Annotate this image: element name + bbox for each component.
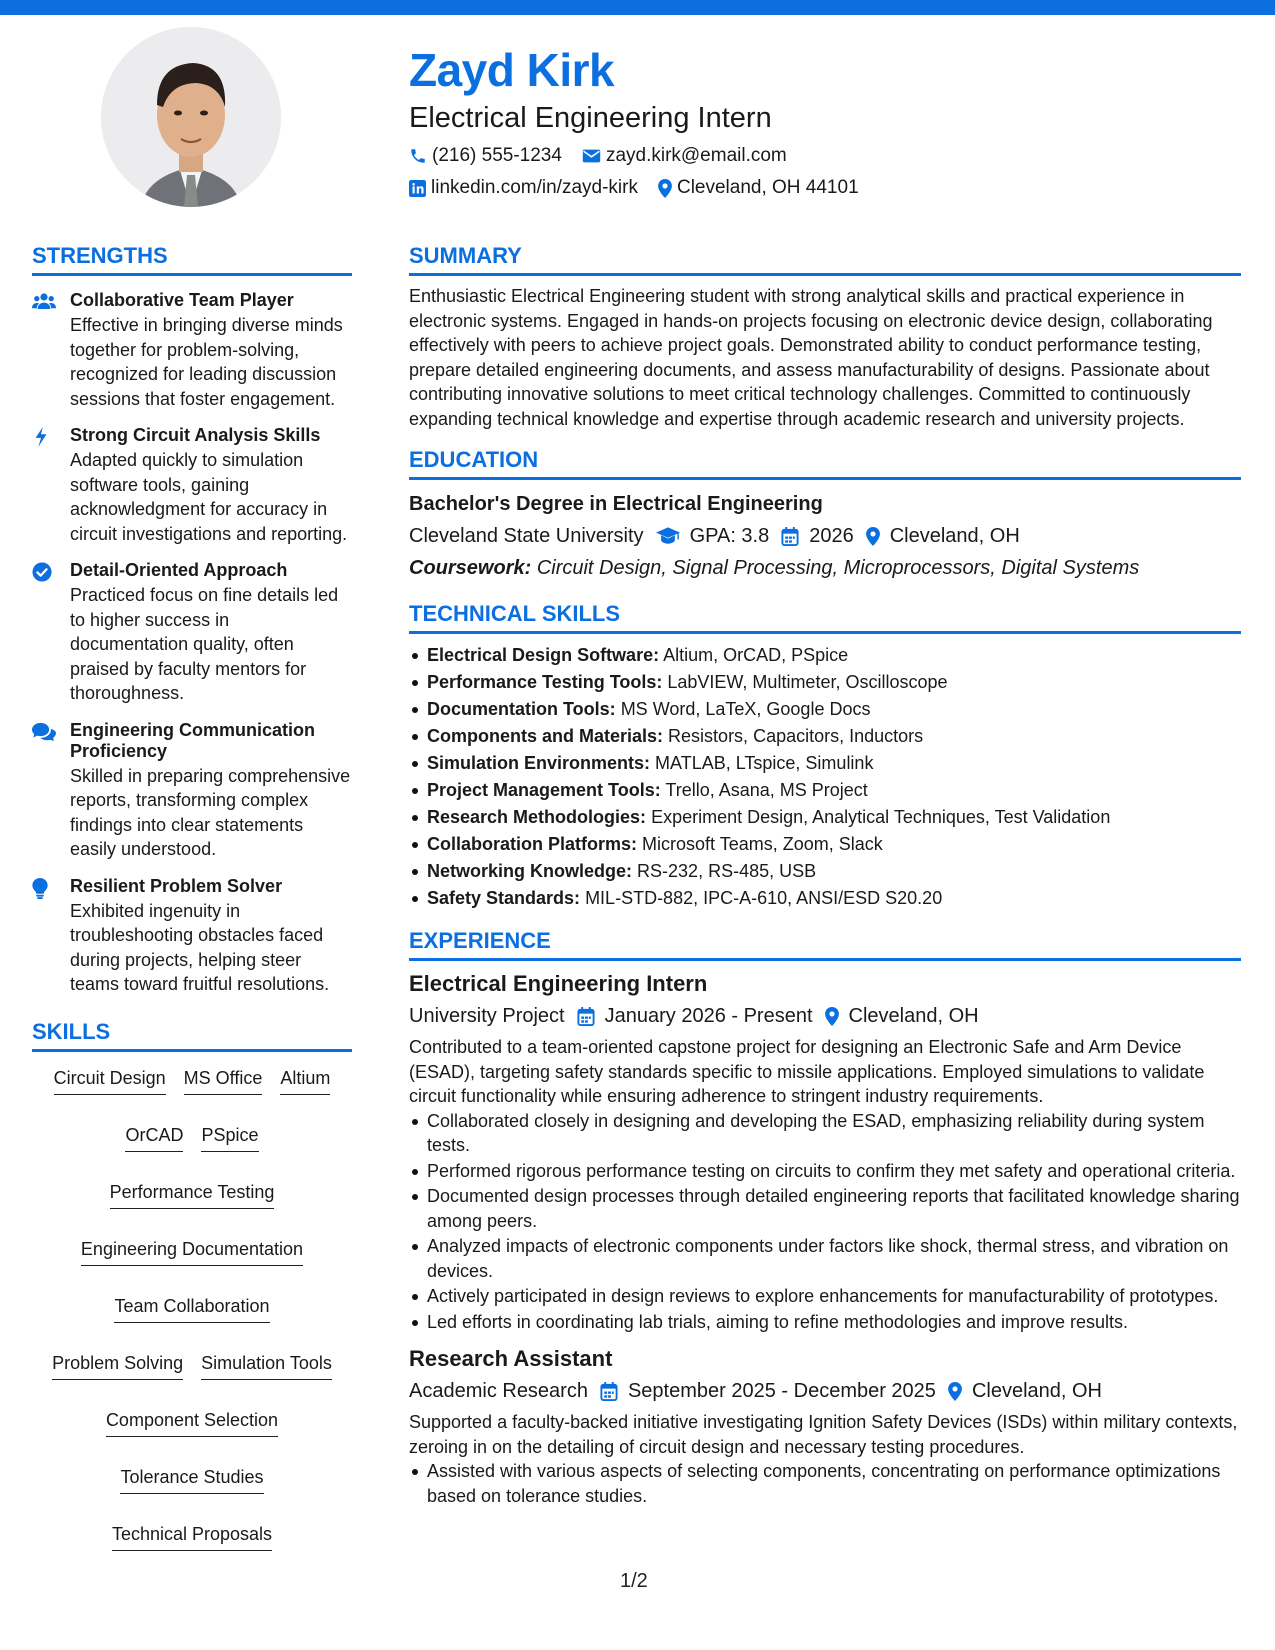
technical-skill-item: Electrical Design Software: Altium, OrCAD, PSpice bbox=[409, 642, 1241, 669]
strength-item bbox=[32, 290, 352, 411]
calendar-icon bbox=[600, 1382, 618, 1401]
strength-item bbox=[32, 560, 352, 706]
job-title: Research Assistant bbox=[409, 1346, 613, 1371]
job-bullet: Led efforts in coordinating lab trials, aiming to refine methodologies and improve results. bbox=[409, 1310, 1241, 1335]
skill-tag: MS Office bbox=[184, 1066, 263, 1095]
skills-heading: SKILLS bbox=[32, 1019, 352, 1052]
coursework-label: Coursework: bbox=[409, 557, 532, 579]
summary-heading: SUMMARY bbox=[409, 243, 1241, 276]
phone-text: (216) 555-1234 bbox=[432, 145, 562, 166]
left-column bbox=[32, 243, 352, 1551]
strength-title: Detail-Oriented Approach bbox=[70, 560, 288, 580]
skill-tag: Tolerance Studies bbox=[120, 1465, 263, 1494]
contact-location bbox=[658, 177, 859, 199]
job-location: Cleveland, OH bbox=[971, 1380, 1102, 1402]
job-meta bbox=[409, 1378, 1241, 1404]
job-description: Supported a faculty-backed initiative investigating Ignition Safety Devices (ISDs) within military contexts, zeroing in on the detailing of circuit design and necessary testing procedures. bbox=[409, 1412, 1238, 1457]
coursework-list: Circuit Design, Signal Processing, Microprocessors, Digital Systems bbox=[536, 557, 1140, 579]
envelope-icon bbox=[582, 148, 601, 164]
calendar-icon bbox=[781, 527, 799, 546]
skill-tag: Performance Testing bbox=[110, 1180, 275, 1209]
page-number: 1/2 bbox=[620, 1570, 648, 1592]
experience-heading: EXPERIENCE bbox=[409, 928, 1241, 961]
users-icon bbox=[32, 292, 56, 310]
technical-skill-item: Research Methodologies: Experiment Design, Analytical Techniques, Test Validation bbox=[409, 804, 1241, 831]
job-org: Academic Research bbox=[409, 1380, 588, 1402]
technical-skill-item: Simulation Environments: MATLAB, LTspice, Simulink bbox=[409, 750, 1241, 777]
map-marker-icon bbox=[948, 1382, 962, 1401]
contact-email[interactable] bbox=[582, 145, 787, 167]
job-entry bbox=[409, 971, 1241, 1334]
job-dates: September 2025 - December 2025 bbox=[627, 1380, 936, 1402]
comments-icon bbox=[32, 722, 56, 741]
strengths-heading: STRENGTHS bbox=[32, 243, 352, 276]
candidate-title: Electrical Engineering Intern bbox=[409, 102, 772, 134]
graduation-cap-icon bbox=[656, 527, 680, 545]
skill-tag: Simulation Tools bbox=[201, 1351, 332, 1380]
map-marker-icon bbox=[658, 179, 672, 198]
lightbulb-icon bbox=[32, 878, 48, 899]
phone-icon bbox=[409, 147, 427, 165]
contact-row-1 bbox=[409, 144, 1229, 168]
map-marker-icon bbox=[866, 527, 880, 546]
strength-item bbox=[32, 425, 352, 546]
linkedin-icon bbox=[409, 180, 426, 197]
location-text: Cleveland, OH 44101 bbox=[676, 177, 859, 198]
summary-text: Enthusiastic Electrical Engineering student with strong analytical skills and practical experience in electronic systems. Engaged in hands-on projects focusing on electronic device design, collaborating effectively with peers to achieve project goals. Demonstrated ability to conduct performance testing, prepare detailed engineering documents, and assess manufacturability of designs. Passionate about contributing innovative solutions to meet critical technology challenges. Committed to continuously expanding technical knowledge and expertise through academic research and university projects. bbox=[409, 286, 1213, 429]
skill-tag: Problem Solving bbox=[52, 1351, 183, 1380]
coursework bbox=[409, 555, 1241, 581]
technical-skills-heading: TECHNICAL SKILLS bbox=[409, 601, 1241, 634]
resume-header bbox=[409, 40, 1229, 200]
strength-desc: Adapted quickly to simulation software tools, gaining acknowledgment for accuracy in circuit investigations and reporting. bbox=[70, 450, 348, 544]
bolt-icon bbox=[32, 427, 50, 447]
strength-title: Engineering Communication Proficiency bbox=[70, 719, 316, 761]
technical-skill-item: Components and Materials: Resistors, Capacitors, Inductors bbox=[409, 723, 1241, 750]
strength-desc: Exhibited ingenuity in troubleshooting obstacles faced during projects, helping steer teams toward fruitful resolutions. bbox=[70, 900, 330, 994]
degree-title: Bachelor's Degree in Electrical Engineering bbox=[409, 493, 823, 515]
strength-title: Collaborative Team Player bbox=[70, 290, 294, 310]
skill-tag: Team Collaboration bbox=[114, 1294, 269, 1323]
school-name: Cleveland State University bbox=[409, 525, 644, 547]
skill-tag: OrCAD bbox=[125, 1123, 183, 1152]
skills-tags bbox=[32, 1066, 352, 1551]
contact-linkedin[interactable] bbox=[409, 177, 638, 199]
job-bullets bbox=[409, 1109, 1241, 1335]
strength-item bbox=[32, 876, 352, 997]
skill-tag: Engineering Documentation bbox=[81, 1237, 303, 1266]
graduation-year: 2026 bbox=[809, 525, 854, 547]
candidate-name: Zayd Kirk bbox=[409, 44, 615, 96]
contact-phone[interactable] bbox=[409, 145, 562, 167]
job-dates: January 2026 - Present bbox=[604, 1005, 813, 1027]
strength-desc: Practiced focus on fine details led to higher success in documentation quality, often praised by faculty mentors for thoroughness. bbox=[70, 585, 339, 703]
technical-skill-item: Networking Knowledge: RS-232, RS-485, USB bbox=[409, 858, 1241, 885]
job-org: University Project bbox=[409, 1005, 565, 1027]
skill-tag: Circuit Design bbox=[54, 1066, 166, 1095]
skill-tag: Component Selection bbox=[106, 1408, 278, 1437]
job-description: Contributed to a team-oriented capstone project for designing an Electronic Safe and Arm Device (ESAD), targeting safety standards specific to missile applications. Employed simulations to validate circuit functionality while ensuring adherence to stringent industry requirements. bbox=[409, 1037, 1205, 1106]
strength-desc: Effective in bringing diverse minds together for problem-solving, recognized for leading discussion sessions that foster engagement. bbox=[70, 315, 343, 409]
calendar-icon bbox=[577, 1007, 595, 1026]
strength-item bbox=[32, 720, 352, 862]
skill-tag: Altium bbox=[280, 1066, 330, 1095]
education-heading: EDUCATION bbox=[409, 447, 1241, 480]
technical-skill-item: Safety Standards: MIL-STD-882, IPC-A-610, ANSI/ESD S20.20 bbox=[409, 885, 1241, 912]
top-accent-bar bbox=[0, 0, 1275, 15]
gpa-text: GPA: 3.8 bbox=[689, 525, 770, 547]
job-entry bbox=[409, 1346, 1241, 1508]
job-title: Electrical Engineering Intern bbox=[409, 971, 708, 996]
check-circle-icon bbox=[32, 562, 52, 582]
skill-tag: Technical Proposals bbox=[112, 1522, 272, 1551]
skill-tag: PSpice bbox=[201, 1123, 258, 1152]
education-location: Cleveland, OH bbox=[889, 525, 1020, 547]
job-bullet: Actively participated in design reviews to explore enhancements for manufacturability of prototypes. bbox=[409, 1284, 1241, 1309]
job-bullets bbox=[409, 1459, 1241, 1508]
email-text: zayd.kirk@email.com bbox=[605, 145, 787, 166]
linkedin-text: linkedin.com/in/zayd-kirk bbox=[431, 177, 638, 198]
strength-title: Strong Circuit Analysis Skills bbox=[70, 425, 321, 445]
job-bullet: Collaborated closely in designing and developing the ESAD, emphasizing reliability during system tests. bbox=[409, 1109, 1241, 1158]
strength-desc: Skilled in preparing comprehensive reports, transforming complex findings into clear statements easily understood. bbox=[70, 765, 351, 859]
technical-skill-item: Documentation Tools: MS Word, LaTeX, Google Docs bbox=[409, 696, 1241, 723]
right-column bbox=[409, 243, 1241, 1509]
profile-photo bbox=[101, 27, 281, 207]
technical-skill-item: Performance Testing Tools: LabVIEW, Multimeter, Oscilloscope bbox=[409, 669, 1241, 696]
job-bullet: Assisted with various aspects of selecting components, concentrating on performance optimizations based on tolerance studies. bbox=[409, 1459, 1241, 1508]
job-location: Cleveland, OH bbox=[848, 1005, 979, 1027]
job-bullet: Performed rigorous performance testing on circuits to confirm they met safety and operational criteria. bbox=[409, 1159, 1241, 1184]
job-meta bbox=[409, 1003, 1241, 1029]
job-bullet: Analyzed impacts of electronic components under factors like shock, thermal stress, and vibration on devices. bbox=[409, 1234, 1241, 1283]
technical-skill-item: Collaboration Platforms: Microsoft Teams, Zoom, Slack bbox=[409, 831, 1241, 858]
technical-skills-list bbox=[409, 642, 1241, 912]
contact-row-2 bbox=[409, 176, 1229, 200]
education-meta bbox=[409, 523, 1241, 549]
map-marker-icon bbox=[825, 1007, 839, 1026]
technical-skill-item: Project Management Tools: Trello, Asana, MS Project bbox=[409, 777, 1241, 804]
strength-title: Resilient Problem Solver bbox=[70, 875, 283, 896]
job-bullet: Documented design processes through detailed engineering reports that facilitated knowledge sharing among peers. bbox=[409, 1184, 1241, 1233]
